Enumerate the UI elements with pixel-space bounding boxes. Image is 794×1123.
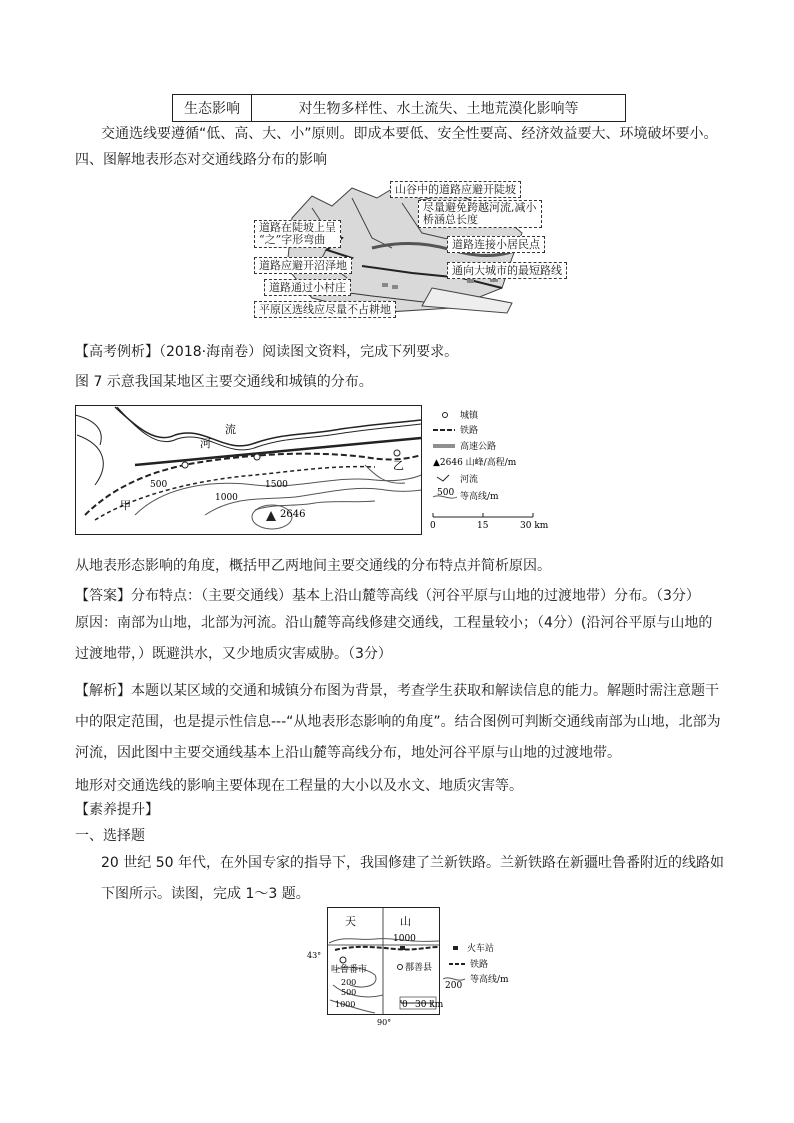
- answer-line-2: 原因：南部为山地，北部为河流。沿山麓等高线修建交通线，工程量较小；（4分）(沿河谷平原与山地的过渡地带，）既避洪水，又少地质灾害威胁。（3分）: [75, 615, 713, 662]
- map2-label-1000b: 1000: [335, 1000, 356, 1009]
- callout-village: 道路通过小村庄: [264, 279, 351, 296]
- callout-river-line1: 尽量避免跨越河流,减小: [423, 201, 537, 214]
- map-label-jia: 甲: [120, 499, 131, 512]
- legend-highway: 高速公路: [460, 442, 497, 452]
- map2-label-500: 500: [341, 988, 357, 997]
- lanxin-railway-map: [305, 905, 535, 1025]
- transport-map-svg: [75, 405, 555, 535]
- callout-zigzag: [254, 220, 341, 248]
- contour-label-500: 500: [150, 480, 168, 490]
- section-heading-4: 四、图解地表形态对交通线路分布的影响: [75, 152, 327, 168]
- map2-scale-0: 0: [402, 1000, 408, 1010]
- map2-legend-contour-val: 200: [445, 981, 463, 991]
- callout-river: [418, 200, 542, 228]
- callout-marsh: 道路应避开沼泽地: [254, 257, 352, 274]
- section-choice: 一、选择题: [75, 828, 145, 844]
- map2-label-shanshan: 鄯善县: [405, 963, 433, 973]
- map2-label-tian: 天: [345, 915, 356, 928]
- table-cell-value: 对生物多样性、水土流失、土地荒漠化影响等: [298, 101, 579, 117]
- scale-15: 15: [477, 521, 489, 531]
- map-label-river2: 流: [225, 423, 236, 436]
- map2-label-200: 200: [341, 978, 357, 987]
- info-table: [172, 94, 626, 122]
- table-cell-label: 生态影响: [173, 95, 252, 121]
- paragraph-principle: 交通选线要遵循“低、高、大、小”原则。即成本要低、安全性要高、经济效益要大、环境破坏要小。: [101, 126, 718, 142]
- map-label-yi: 乙: [393, 459, 404, 472]
- map2-label-lon: 90°: [377, 1018, 392, 1025]
- analysis-text: 【解析】本题以某区域的交通和城镇分布图为背景，考查学生获取和解读信息的能力。解题时需注意题干中的限定范围，也是提示性信息---“从地表形态影响的角度”。结合图例可判断交通线南部为山地，北部为河流，因此图中主要交通线基本上沿山麓等高线分布，地处河谷平原与山地的过渡地带。: [75, 683, 721, 761]
- map-label-river: 河: [200, 437, 211, 450]
- scale-30: 30 km: [520, 521, 549, 531]
- transport-map: [75, 405, 555, 535]
- contour-label-1500: 1500: [265, 480, 288, 490]
- callout-farmland: 平原区选线应尽量不占耕地: [254, 301, 396, 318]
- map2-label-1000: 1000: [393, 934, 416, 944]
- scale-0: 0: [430, 521, 436, 531]
- legend-peak: ▲2646 山峰/高程/m: [433, 458, 517, 468]
- map2-legend-contour: 等高线/m: [470, 975, 509, 985]
- map2-legend-rail: 铁路: [470, 960, 489, 970]
- callout-city: 通向大城市的最短路线: [447, 262, 567, 279]
- contour-label-1000: 1000: [215, 493, 238, 503]
- figure-caption: 图 7 示意我国某地区主要交通线和城镇的分布。: [75, 374, 373, 390]
- callout-zigzag-line2: “之”字形弯曲: [259, 233, 326, 246]
- map2-label-shan: 山: [400, 915, 411, 928]
- legend-contour-val: 500: [437, 488, 455, 498]
- callout-river-line2: 桥涵总长度: [423, 213, 478, 226]
- callout-zigzag-line1: 道路在陡坡上呈: [259, 221, 336, 234]
- exam-intro: 【高考例析】（2018·海南卷）阅读图文资料，完成下列要求。: [75, 344, 459, 360]
- improve-heading: 【素养提升】: [75, 802, 159, 818]
- peak-label: 2646: [280, 509, 306, 520]
- callout-valley: 山谷中的道路应避开陡坡: [390, 181, 521, 198]
- question-intro: 20 世纪 50 年代，在外国专家的指导下，我国修建了兰新铁路。兰新铁路在新疆吐鲁番附近的线路如下图所示。读图，完成 1～3 题。: [101, 855, 724, 902]
- map2-scale-30: 30 km: [415, 1000, 444, 1010]
- map2-label-lat: 43°: [307, 951, 322, 960]
- lanxin-map-svg: [305, 905, 535, 1025]
- question-text: 从地表形态影响的角度，概括甲乙两地间主要交通线的分布特点并简析原因。: [75, 558, 551, 574]
- legend-town: 城镇: [460, 411, 479, 421]
- callout-connect: 道路连接小居民点: [447, 236, 545, 253]
- legend-rail: 铁路: [460, 426, 479, 436]
- map2-legend-station: 火车站: [467, 944, 495, 954]
- answer-line-1: 【答案】分布特点：（主要交通线）基本上沿山麓等高线（河谷平原与山地的过渡地带）分布。（3分）: [75, 588, 700, 604]
- legend-contour: 等高线/m: [460, 492, 499, 502]
- summary-text: 地形对交通选线的影响主要体现在工程量的大小以及水文、地质灾害等。: [75, 778, 523, 794]
- legend-river: 河流: [460, 475, 479, 485]
- map2-label-turpan: 吐鲁番市: [331, 965, 368, 975]
